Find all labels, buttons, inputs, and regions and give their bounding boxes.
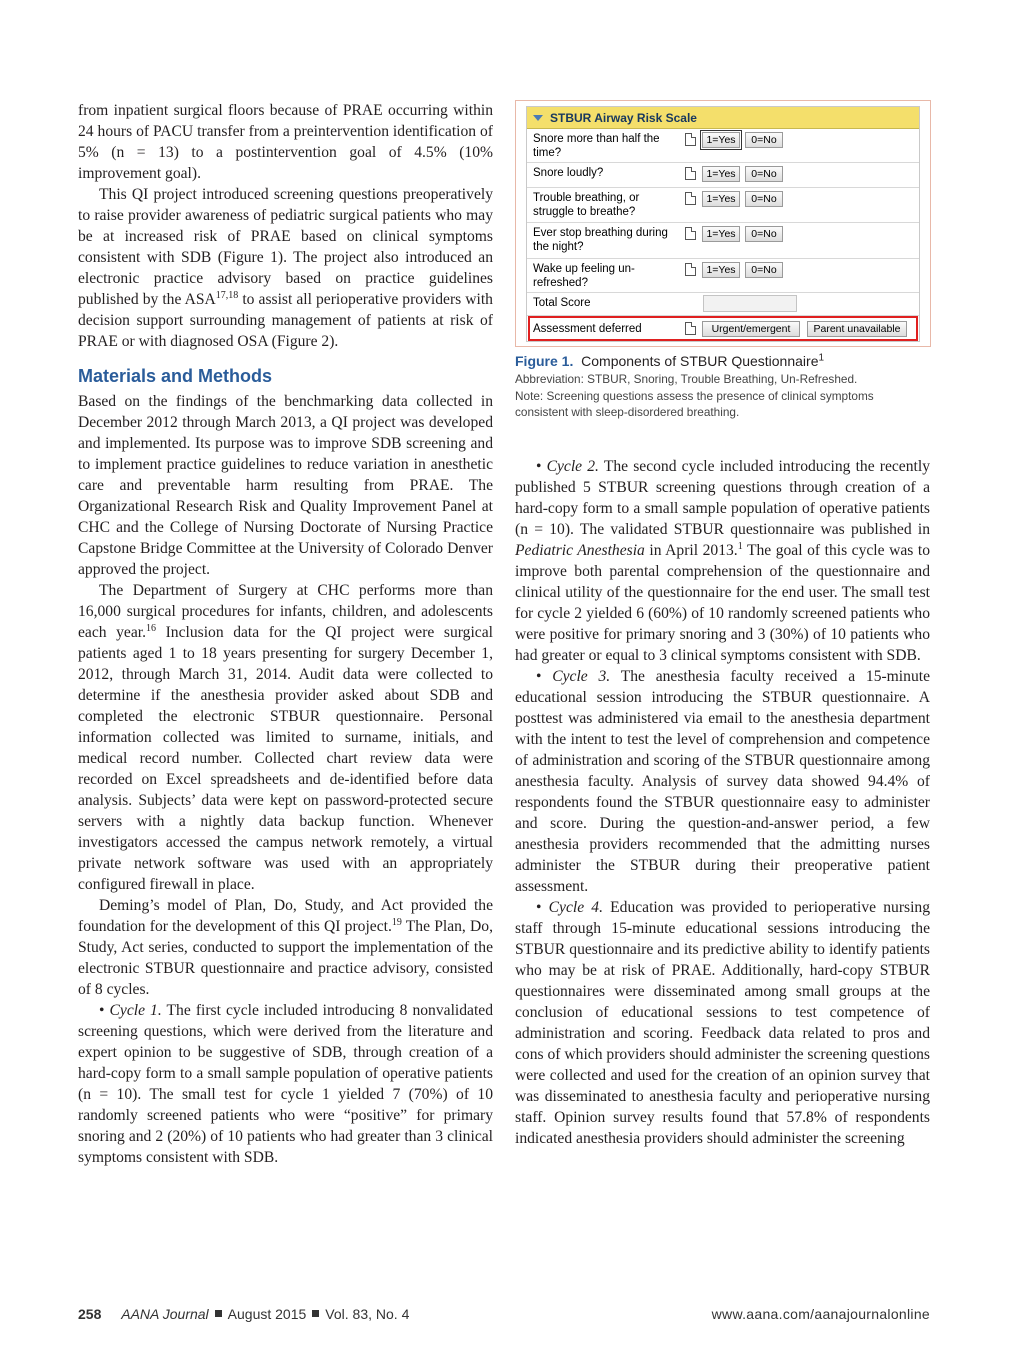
cycle-label: Cycle 3. [552,668,611,685]
journal-url[interactable]: www.aana.com/aanajournalonline [711,1306,930,1322]
collapse-triangle-icon[interactable] [533,115,543,121]
total-score-label: Total Score [533,297,591,309]
no-button[interactable]: 0=No [745,132,783,148]
paragraph-cycle-2: • Cycle 2. The second cycle included introducing the recently published 5 STBUR screening questions through creation of a hard-copy form to a small sample population of operative patients (n = 10). The validated STBUR questionnaire was published in Pediatric Anesthesia in April 2013.$^1$ The goal of this cycle was to improve both parental comprehension of the questionnaire and clinical utility of the questionnaire for the end user. The small test for cycle 2 yielded 6 (60%) of 10 randomly screened patients who were positive for primary snoring and 3 (30%) of 10 patients who had greater or equal to 3 clinical symptoms consistent with SDB. [515,458,930,664]
caption-abbreviation: Abbreviation: STBUR, Snoring, Trouble Breathing, Un-Refreshed. [515,372,858,386]
figure-caption [515,352,930,421]
citation: 16 [146,622,157,634]
document-icon[interactable] [685,167,696,180]
citation: 19 [391,916,402,928]
left-column [78,100,493,1168]
no-button[interactable]: 0=No [745,262,783,278]
question-label: Trouble breathing, or struggle to breathe? [533,192,640,218]
stbur-form [526,106,920,342]
no-button[interactable]: 0=No [745,191,783,207]
right-column [515,456,930,1149]
parent-unavailable-button[interactable]: Parent unavailable [807,321,907,337]
document-icon[interactable] [685,192,696,205]
document-icon[interactable] [685,322,696,335]
cycle-label: Cycle 4. [548,899,603,916]
volume-info: Vol. 83, No. 4 [325,1306,410,1322]
question-row [527,259,919,293]
cycle-label: Cycle 2. [546,458,599,475]
no-button[interactable]: 0=No [745,226,783,242]
document-icon[interactable] [685,263,696,276]
yes-button[interactable]: 1=Yes [702,166,740,182]
form-title: STBUR Airway Risk Scale [550,110,697,125]
deferred-row [527,316,919,343]
total-score-row [527,293,919,316]
paragraph-cycle-4: • Cycle 4. Education was provided to perioperative nursing staff through 15-minute educational sessions introducing the STBUR questionnaire and its predictive ability to identify patients who may be at risk of PRAE. Additionally, hard-copy STBUR questionnaires were disseminated among small groups at the conclusion of educational sessions to test competence of administration and scoring. Feedback data related to pros and cons of which providers should administer the screening questions were collected and used for the creation of an opinion survey that was disseminated to anesthesia faculty and perioperative nursing staff. Opinion survey results found that 57.8% of respondents indicated anesthesia providers should administer the screening [515,899,931,1147]
question-label: Snore loudly? [533,167,604,179]
page-footer [78,1306,930,1322]
question-label: Ever stop breathing during the night? [533,227,668,253]
citation: 17,18 [215,289,239,301]
document-icon[interactable] [685,133,696,146]
page-number: 258 [78,1306,102,1322]
issue-date: August 2015 [227,1306,307,1322]
document-icon[interactable] [685,227,696,240]
square-bullet-icon [215,1310,222,1317]
paragraph-deming: Deming’s model of Plan, Do, Study, and Act provided the foundation for the development of this QI project.$^{19}$ The Plan, Do, Study, Act series, conducted to support the implementation of the electronic STBUR questionnaire and practice advisory, consisted of 8 cycles. [78,897,493,998]
yes-button[interactable]: 1=Yes [702,262,740,278]
yes-button[interactable]: 1=Yes [702,132,740,148]
paragraph-cycle-3: • Cycle 3. The anesthesia faculty received a 15-minute educational session introducing the STBUR questionnaire. A posttest was administered via email to the anesthesia department with the intent to test the level of comprehension and competence of administration and scoring of the STBUR questionnaire among anesthesia faculty. Analysis of survey data showed 94.4% of respondents found the STBUR questionnaire easy to administer and score. During the question-and-answer period, a few anesthesia providers recommended that the admitting nurses administer the STBUR during their preoperative patient assessment. [515,668,930,895]
paragraph-benchmark: Based on the findings of the benchmarking data collected in December 2012 through March 2013, a QI project was developed and implemented. Its purpose was to improve SDB screening and to implement practice guidelines to reduce variation in anesthetic care and preventable harm resulting from PRAE. The Organizational Research Risk and Quality Improvement Panel at CHC and the College of Nursing Doctorate of Nursing Practice Capstone Bridge Committee at the University of Colorado Denver approved the project. [78,393,493,578]
square-bullet-icon [312,1310,319,1317]
question-row [527,223,919,259]
paragraph-intro: from inpatient surgical floors because of PRAE occurring within 24 hours of PACU transfer from a preintervention identification of 5% (n = 13) to a postintervention goal of 4.5% (10% improvement goal). [78,102,493,182]
no-button[interactable]: 0=No [745,166,783,182]
question-row [527,129,919,163]
paragraph-cycle-1: • Cycle 1. The first cycle included introducing 8 nonvalidated screening questions, which were derived from the literature and expert opinion to be suggestive of SDB, through creation of a hard-copy form to a small sample population of operative patients (n = 10). The small test for cycle 1 yielded 7 (70%) of 10 randomly screened patients who were “positive” for primary snoring and 2 (20%) of 10 patients who had greater than 3 clinical symptoms consistent with SDB. [78,1002,494,1166]
paragraph-qi-project: This QI project introduced screening questions preoperatively to raise provider awareness of pediatric surgical patients who may be at increased risk of PRAE based on clinical symptoms consistent with SDB (Figure 1). The project also introduced an electronic practice advisory based on practice guidelines published by the ASA$^{17,18}$ to assist all perioperative providers with decision support surrounding management of patients at risk of PRAE or with diagnosed OSA (Figure 2). [78,186,493,350]
citation: 1 [737,540,743,552]
total-score-field [703,295,797,312]
cycle-label: Cycle 1. [109,1002,162,1019]
deferred-label: Assessment deferred [533,323,642,335]
section-heading: Materials and Methods [78,366,273,386]
form-header[interactable] [527,107,919,129]
question-row [527,188,919,223]
journal-name: Pediatric Anesthesia [515,542,645,559]
journal-title: AANA Journal [121,1306,209,1322]
caption-title: Figure 1. Components of STBUR Questionnaire$^1$ [515,352,825,369]
urgent-emergent-button[interactable]: Urgent/emergent [702,321,800,337]
yes-button[interactable]: 1=Yes [702,226,740,242]
question-row [527,163,919,188]
question-label: Snore more than half the time? [533,133,660,159]
question-label: Wake up feeling un-refreshed? [533,263,635,289]
figure-1 [515,100,931,347]
paragraph-department: The Department of Surgery at CHC performs more than 16,000 surgical procedures for infants, children, and adolescents each year.$^{16}$ Inclusion data for the QI project were surgical patients aged 1 to 18 years presenting for surgery December 1, 2012, through March 31, 2014. Audit data were collected to determine if the anesthesia provider asked about SDB and completed the electronic STBUR questionnaire. Personal information collected was limited to surname, initials, and medical record number. Collected chart review data were recorded on Excel spreadsheets and de-identified before data analysis. Subjects’ data were kept on password-protected secure servers with a nightly data backup function. Whenever investigators accessed the campus network remotely, a virtual private network software was used with an appropriately configured firewall in place. [78,582,493,893]
caption-note: Note: Screening questions assess the presence of clinical symptoms consistent with sleep-disordered breathing. [515,388,874,419]
yes-button[interactable]: 1=Yes [702,191,740,207]
